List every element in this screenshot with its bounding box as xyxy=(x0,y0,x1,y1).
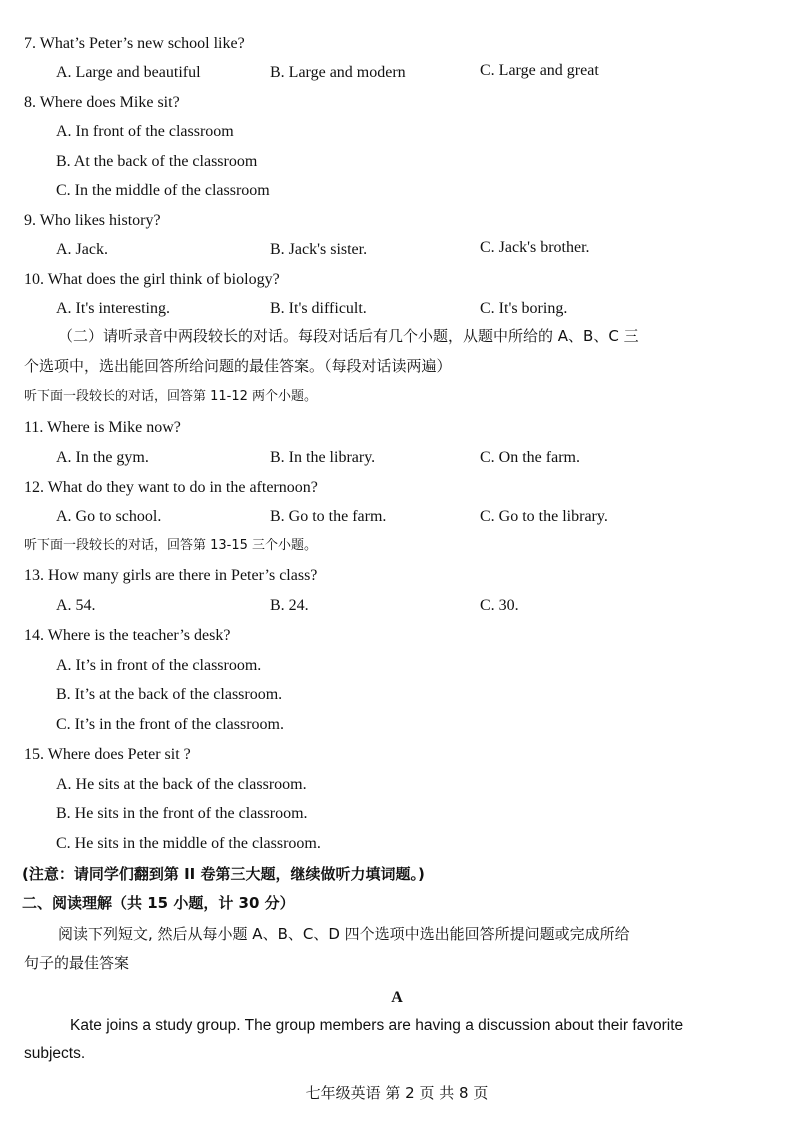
dialog-2-note: 听下面一段较长的对话，回答第 13-15 三个小题。 xyxy=(24,538,318,553)
q10-option-b: B. It's difficult. xyxy=(270,300,367,317)
question-11: 11. Where is Mike now? xyxy=(24,419,181,436)
q9-option-b: B. Jack's sister. xyxy=(270,241,368,258)
question-14: 14. Where is the teacher’s desk? xyxy=(24,627,231,644)
q13-option-c: C. 30. xyxy=(480,597,519,614)
page-footer: 七年级英语 第 2 页 共 8 页 xyxy=(305,1084,489,1102)
q13-option-b: B. 24. xyxy=(270,597,309,614)
q12-option-c: C. Go to the library. xyxy=(480,508,608,525)
q15-option-c: C. He sits in the middle of the classroom. xyxy=(56,835,321,852)
passage-line-2: subjects. xyxy=(24,1045,86,1062)
q15-option-a: A. He sits at the back of the classroom. xyxy=(56,776,307,793)
question-7: 7. What’s Peter’s new school like? xyxy=(24,35,245,52)
q11-option-a: A. In the gym. xyxy=(56,449,149,466)
question-13: 13. How many girls are there in Peter’s class? xyxy=(24,567,318,584)
reading-section-heading: 二、阅读理解（共 15 小题，计 30 分） xyxy=(22,894,295,912)
q7-option-c: C. Large and great xyxy=(480,62,599,79)
reading-instruction-line-1: 阅读下列短文, 然后从每小题 A、B、C、D 四个选项中选出能回答所提问题或完成所给 xyxy=(58,925,630,943)
q8-option-c: C. In the middle of the classroom xyxy=(56,182,270,199)
q15-option-b: B. He sits in the front of the classroom. xyxy=(56,805,308,822)
passage-line-1: Kate joins a study group. The group members are having a discussion about their favorite xyxy=(70,1017,684,1034)
q14-option-b: B. It’s at the back of the classroom. xyxy=(56,686,283,703)
q7-option-b: B. Large and modern xyxy=(270,64,406,81)
q7-option-a: A. Large and beautiful xyxy=(56,64,201,81)
listening-notice: (注意：请同学们翻到第 II 卷第三大题，继续做听力填词题。) xyxy=(22,865,425,883)
q10-option-c: C. It's boring. xyxy=(480,300,568,317)
q10-option-a: A. It's interesting. xyxy=(56,300,170,317)
q9-option-c: C. Jack's brother. xyxy=(480,239,590,256)
q8-option-a: A. In front of the classroom xyxy=(56,123,234,140)
q11-option-b: B. In the library. xyxy=(270,449,376,466)
question-10: 10. What does the girl think of biology? xyxy=(24,271,280,288)
q11-option-c: C. On the farm. xyxy=(480,449,580,466)
question-12: 12. What do they want to do in the afternoon? xyxy=(24,479,318,496)
section-2-instruction-line-1: （二）请听录音中两段较长的对话。每段对话后有几个小题，从题中所给的 A、B、C 三 xyxy=(58,327,639,345)
section-2-instruction-line-2: 个选项中，选出能回答所给问题的最佳答案。（每段对话读两遍） xyxy=(24,357,452,375)
question-9: 9. Who likes history? xyxy=(24,212,161,229)
question-8: 8. Where does Mike sit? xyxy=(24,94,180,111)
question-15: 15. Where does Peter sit ? xyxy=(24,746,191,763)
reading-instruction-line-2: 句子的最佳答案 xyxy=(24,954,130,972)
dialog-1-note: 听下面一段较长的对话，回答第 11-12 两个小题。 xyxy=(24,389,318,404)
q13-option-a: A. 54. xyxy=(56,597,96,614)
passage-label: A xyxy=(391,989,403,1006)
q8-option-b: B. At the back of the classroom xyxy=(56,153,258,170)
q14-option-a: A. It’s in front of the classroom. xyxy=(56,657,262,674)
q12-option-a: A. Go to school. xyxy=(56,508,162,525)
q14-option-c: C. It’s in the front of the classroom. xyxy=(56,716,284,733)
q9-option-a: A. Jack. xyxy=(56,241,108,258)
q12-option-b: B. Go to the farm. xyxy=(270,508,387,525)
